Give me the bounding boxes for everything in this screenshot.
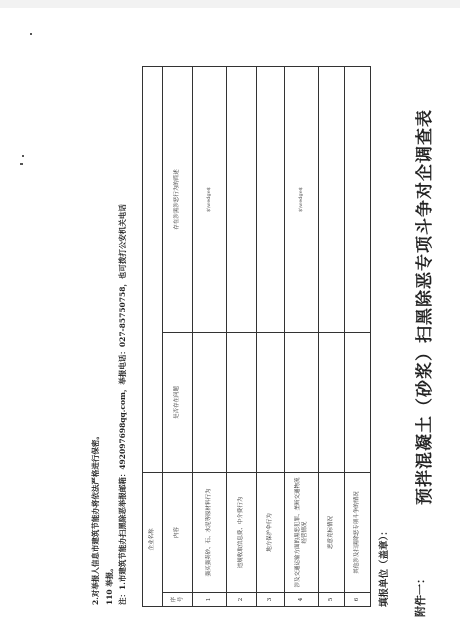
row-description[interactable]: $\wedge$ [193,66,227,332]
header-description: 存在涉黑涉恶行为的简述 [163,66,193,332]
row-description[interactable] [319,66,345,332]
row-description[interactable] [257,66,285,332]
header-content: 内容 [163,472,193,592]
attachment-label: 附件一： [414,573,427,617]
row-description[interactable] [227,66,257,332]
row-content: 恶意竞标情况 [319,472,345,592]
document-title: 预拌混凝土（砂浆）扫黑除恶专项斗争对企调查表 [415,109,435,505]
row-seq: 2 [227,593,257,607]
table-row [319,66,345,606]
header-row [163,66,193,606]
company-name-cell[interactable] [143,66,163,472]
header-has-problem: 是否存在问题 [163,332,193,472]
company-label: 企业名称 [143,472,163,606]
row-has-problem[interactable] [319,332,345,472]
table-row [227,66,257,606]
row-content: 涉及交通运输方面的黑恶犯罪、垄断交通物流经营情况 [285,472,319,592]
row-has-problem[interactable] [285,332,319,472]
row-content: 其他涉及扫黑除恶专项斗争的情况 [345,472,371,592]
row-has-problem[interactable] [193,332,227,472]
row-seq: 5 [319,593,345,607]
scan-speck [20,163,23,165]
note-line-1: 注：1.市建筑节能办扫黑除恶举报邮箱：492097698qq.com，举报电话：027-85750758，也可拨打公安机关电话 [118,204,127,605]
row-content: 违规收取信息费、中介费行为 [227,472,257,592]
row-description[interactable]: $\wedge$ [285,66,319,332]
header-seq: 序号 [163,593,193,607]
company-row [143,66,163,606]
row-content: 强买强卖砂、石、水泥等原材料行为 [193,472,227,592]
note-line-2: 2.对举报人信息市建筑节能办将依法严格进行保密。 [91,432,100,605]
table-row [193,66,227,606]
table-row [285,66,319,606]
scan-speck [30,33,32,35]
row-description[interactable] [345,66,371,332]
row-seq: 4 [285,593,319,607]
row-has-problem[interactable] [227,332,257,472]
row-content: 地方保护伞行为 [257,472,285,592]
row-seq: 3 [257,593,285,607]
table-row [345,66,371,606]
row-seq: 1 [193,593,227,607]
note-line-1-continued: 110 举报。 [105,564,114,605]
scan-speck [22,155,24,157]
table-row [257,66,285,606]
row-has-problem[interactable] [257,332,285,472]
survey-table [142,66,371,607]
row-has-problem[interactable] [345,332,371,472]
fill-unit-label: 填报单位（盖章）： [379,526,390,607]
row-seq: 6 [345,593,371,607]
